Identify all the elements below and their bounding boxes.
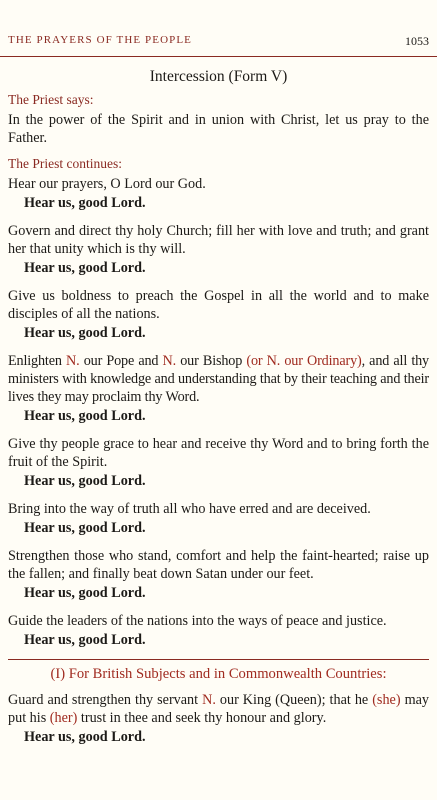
running-head: THE PRAYERS OF THE PEOPLE — [8, 34, 192, 46]
petition-5: Give thy people grace to hear and receive thy Word and to bring forth the fruit of the Spirit. — [8, 436, 429, 470]
response: Hear us, good Lord. — [24, 408, 146, 424]
response: Hear us, good Lord. — [24, 473, 146, 489]
response: Hear us, good Lord. — [24, 632, 146, 648]
section-divider — [8, 659, 429, 660]
name-placeholder: N. — [66, 353, 80, 369]
page-content — [8, 66, 429, 756]
petition-1: Hear our prayers, O Lord our God. — [8, 176, 206, 192]
page-header — [0, 0, 437, 57]
page-number: 1053 — [405, 34, 429, 48]
intro-text: In the power of the Spirit and in union with Christ, let us pray to the Father. — [8, 112, 429, 146]
rubric-priest-says: The Priest says: — [8, 92, 94, 107]
alternative-text: (her) — [49, 710, 78, 726]
response: Hear us, good Lord. — [24, 585, 146, 601]
response: Hear us, good Lord. — [24, 520, 146, 536]
petition-sovereign: Guard and strengthen thy servant N. our King (Queen); that he (she) may put his (her) trust in thee and seek thy honour and glory. — [8, 692, 429, 726]
petition-2: Govern and direct thy holy Church; fill her with love and truth; and grant her that unity which is thy will. — [8, 223, 429, 257]
response: Hear us, good Lord. — [24, 195, 146, 211]
response: Hear us, good Lord. — [24, 260, 146, 276]
alternative-text: (or N. our Ordinary) — [246, 353, 362, 369]
alternative-text: (she) — [372, 692, 401, 708]
petition-6: Bring into the way of truth all who have erred and are deceived. — [8, 501, 371, 517]
name-placeholder: N. — [162, 353, 177, 369]
section-title: Intercession (Form V) — [149, 68, 288, 85]
name-placeholder: N. — [202, 692, 216, 708]
response: Hear us, good Lord. — [24, 729, 146, 745]
petition-7: Strengthen those who stand, comfort and help the faint-hearted; raise up the fallen; and finally beat down Satan under our feet. — [8, 548, 429, 582]
petition-4: Enlighten N. our Pope and N. our Bishop (or N. our Ordinary), and all thy ministers with knowledge and understanding that by their teaching and their lives they may proclaim thy Word. — [8, 353, 429, 405]
subsection-title: (I) For British Subjects and in Commonwealth Countries: — [50, 666, 387, 682]
petition-3: Give us boldness to preach the Gospel in all the world and to make disciples of all the nations. — [8, 288, 429, 322]
rubric-priest-continues: The Priest continues: — [8, 156, 122, 171]
petition-8: Guide the leaders of the nations into the ways of peace and justice. — [8, 613, 387, 629]
response: Hear us, good Lord. — [24, 325, 146, 341]
